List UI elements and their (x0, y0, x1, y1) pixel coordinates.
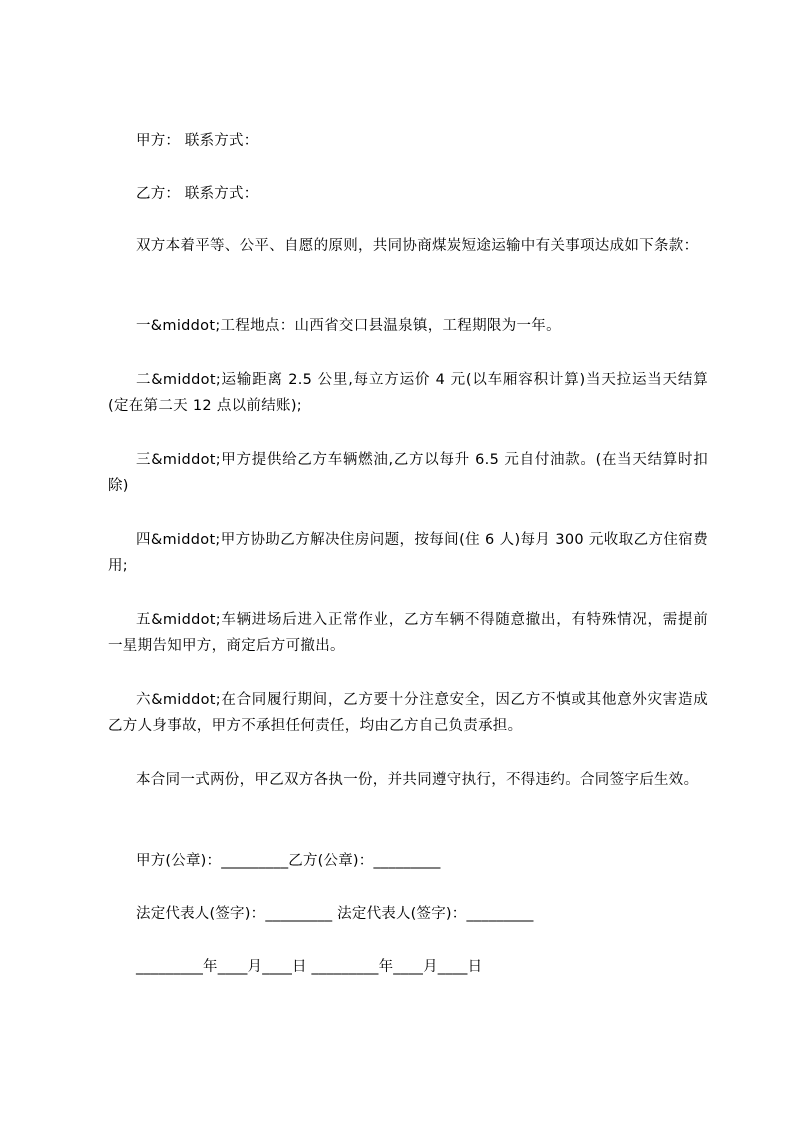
clause-6: 六&middot;在合同履行期间，乙方要十分注意安全，因乙方不慎或其他意外灾害造成乙方人身事故，甲方不承担任何责任，均由乙方自己负责承担。 (108, 692, 708, 734)
representative-signature-line: 法定代表人(签字)：_________ 法定代表人(签字)：_________ (136, 906, 534, 922)
clause-4: 四&middot;甲方协助乙方解决住房问题，按每间(住 6 人)每月 300 元收取乙方住宿费用; (108, 532, 708, 574)
seal-signature-line: 甲方(公章)：_________乙方(公章)：_________ (136, 853, 441, 869)
date-line: _________年____月____日 _________年____月____日 (136, 959, 483, 975)
party-a-contact-line: 甲方： 联系方式： (136, 133, 259, 149)
clause-1: 一&middot;工程地点：山西省交口县温泉镇，工程期限为一年。 (136, 318, 561, 334)
party-b-contact-line: 乙方： 联系方式： (136, 186, 259, 202)
closing-paragraph: 本合同一式两份，甲乙双方各执一份，并共同遵守执行，不得违约。合同签字后生效。 (136, 772, 699, 788)
clause-3: 三&middot;甲方提供给乙方车辆燃油,乙方以每升 6.5 元自付油款。(在当天结算时扣除) (108, 452, 708, 494)
clause-5: 五&middot;车辆进场后进入正常作业，乙方车辆不得随意撤出，有特殊情况，需提前一星期告知甲方，商定后方可撤出。 (108, 612, 708, 654)
intro-paragraph: 双方本着平等、公平、自愿的原则，共同协商煤炭短途运输中有关事项达成如下条款： (136, 238, 699, 254)
clause-2: 二&middot;运输距离 2.5 公里,每立方运价 4 元(以车厢容积计算)当天拉运当天结算(定在第二天 12 点以前结账); (108, 372, 708, 414)
